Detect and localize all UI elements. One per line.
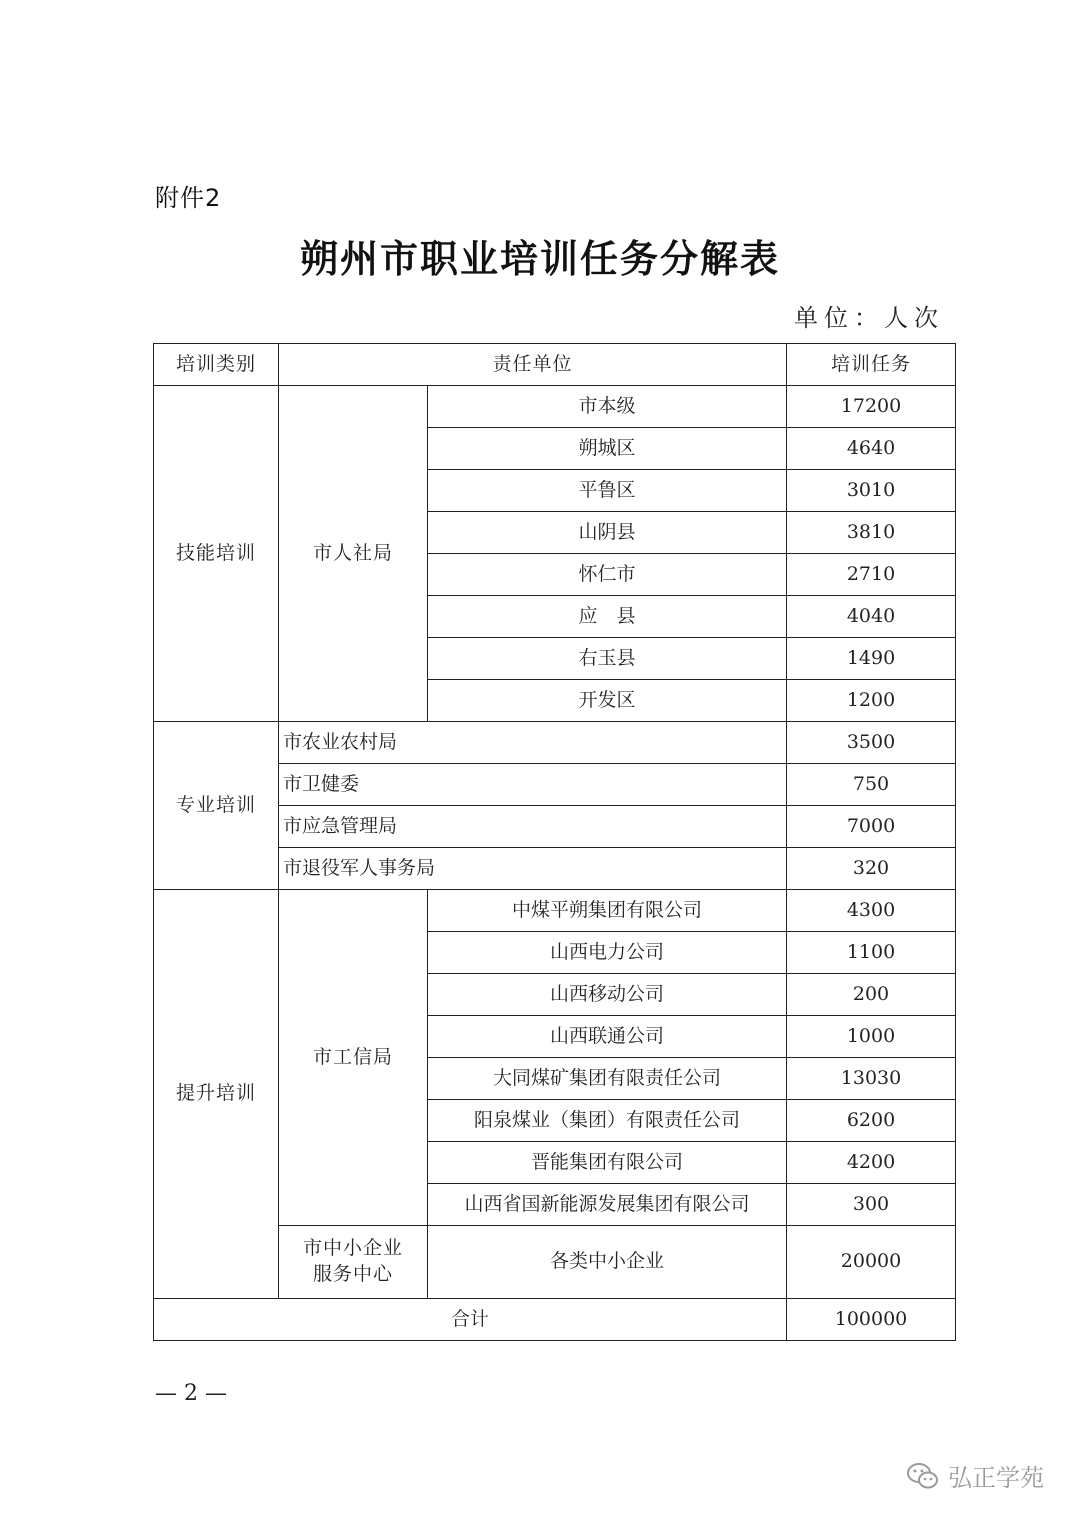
watermark (906, 1458, 1044, 1493)
page-number: — 2 — (155, 1381, 227, 1406)
unit-cell: 山西电力公司 (428, 932, 787, 974)
count-cell: 1490 (787, 638, 956, 680)
unit-cell: 山西联通公司 (428, 1016, 787, 1058)
unit-cell: 开发区 (428, 680, 787, 722)
column-header-category: 培训类别 (154, 344, 279, 386)
sme-department-line2: 服务中心 (312, 1263, 393, 1285)
count-cell: 4640 (787, 428, 956, 470)
page-title: 朔州市职业培训任务分解表 (299, 237, 780, 281)
unit-cell: 平鲁区 (428, 470, 787, 512)
unit-cell: 山阴县 (428, 512, 787, 554)
department-cell-hr: 市人社局 (279, 386, 428, 722)
column-header-unit: 责任单位 (279, 344, 787, 386)
total-row (154, 1299, 956, 1341)
unit-cell: 中煤平朔集团有限公司 (428, 890, 787, 932)
unit-cell: 应 县 (428, 596, 787, 638)
unit-cell: 市退役军人事务局 (279, 848, 787, 890)
watermark-text: 弘正学苑 (948, 1464, 1044, 1492)
table-row (154, 386, 956, 428)
total-count: 100000 (787, 1299, 956, 1341)
count-cell: 7000 (787, 806, 956, 848)
count-cell: 3810 (787, 512, 956, 554)
unit-cell: 山西省国新能源发展集团有限公司 (428, 1184, 787, 1226)
task-table (153, 343, 956, 1341)
unit-cell: 阳泉煤业（集团）有限责任公司 (428, 1100, 787, 1142)
category-cell-skill: 技能培训 (154, 386, 279, 722)
count-cell: 750 (787, 764, 956, 806)
unit-cell: 市本级 (428, 386, 787, 428)
unit-cell: 市应急管理局 (279, 806, 787, 848)
total-label: 合计 (154, 1299, 787, 1341)
category-cell-upgrade: 提升培训 (154, 890, 279, 1299)
unit-cell: 市农业农村局 (279, 722, 787, 764)
unit-label: 单位：人次 (794, 304, 944, 332)
unit-cell: 朔城区 (428, 428, 787, 470)
count-cell: 1200 (787, 680, 956, 722)
attachment-label: 附件2 (155, 184, 222, 212)
wechat-icon (906, 1461, 940, 1491)
table-header-row (154, 344, 956, 386)
count-cell: 3010 (787, 470, 956, 512)
unit-cell: 晋能集团有限公司 (428, 1142, 787, 1184)
count-cell: 6200 (787, 1100, 956, 1142)
unit-cell: 大同煤矿集团有限责任公司 (428, 1058, 787, 1100)
count-cell: 4300 (787, 890, 956, 932)
unit-cell: 山西移动公司 (428, 974, 787, 1016)
department-cell-industry: 市工信局 (279, 890, 428, 1226)
department-cell-sme (279, 1226, 428, 1299)
count-cell: 17200 (787, 386, 956, 428)
unit-cell: 各类中小企业 (428, 1226, 787, 1299)
count-cell: 1000 (787, 1016, 956, 1058)
count-cell: 2710 (787, 554, 956, 596)
category-cell-professional: 专业培训 (154, 722, 279, 890)
count-cell: 4200 (787, 1142, 956, 1184)
unit-cell: 市卫健委 (279, 764, 787, 806)
count-cell: 300 (787, 1184, 956, 1226)
unit-cell: 怀仁市 (428, 554, 787, 596)
column-header-task: 培训任务 (787, 344, 956, 386)
count-cell: 3500 (787, 722, 956, 764)
count-cell: 1100 (787, 932, 956, 974)
count-cell: 200 (787, 974, 956, 1016)
count-cell: 13030 (787, 1058, 956, 1100)
table-row (154, 722, 956, 764)
sme-department-line1: 市中小企业 (302, 1237, 403, 1260)
unit-cell: 右玉县 (428, 638, 787, 680)
count-cell: 320 (787, 848, 956, 890)
count-cell: 20000 (787, 1226, 956, 1299)
count-cell: 4040 (787, 596, 956, 638)
table-row (154, 890, 956, 932)
